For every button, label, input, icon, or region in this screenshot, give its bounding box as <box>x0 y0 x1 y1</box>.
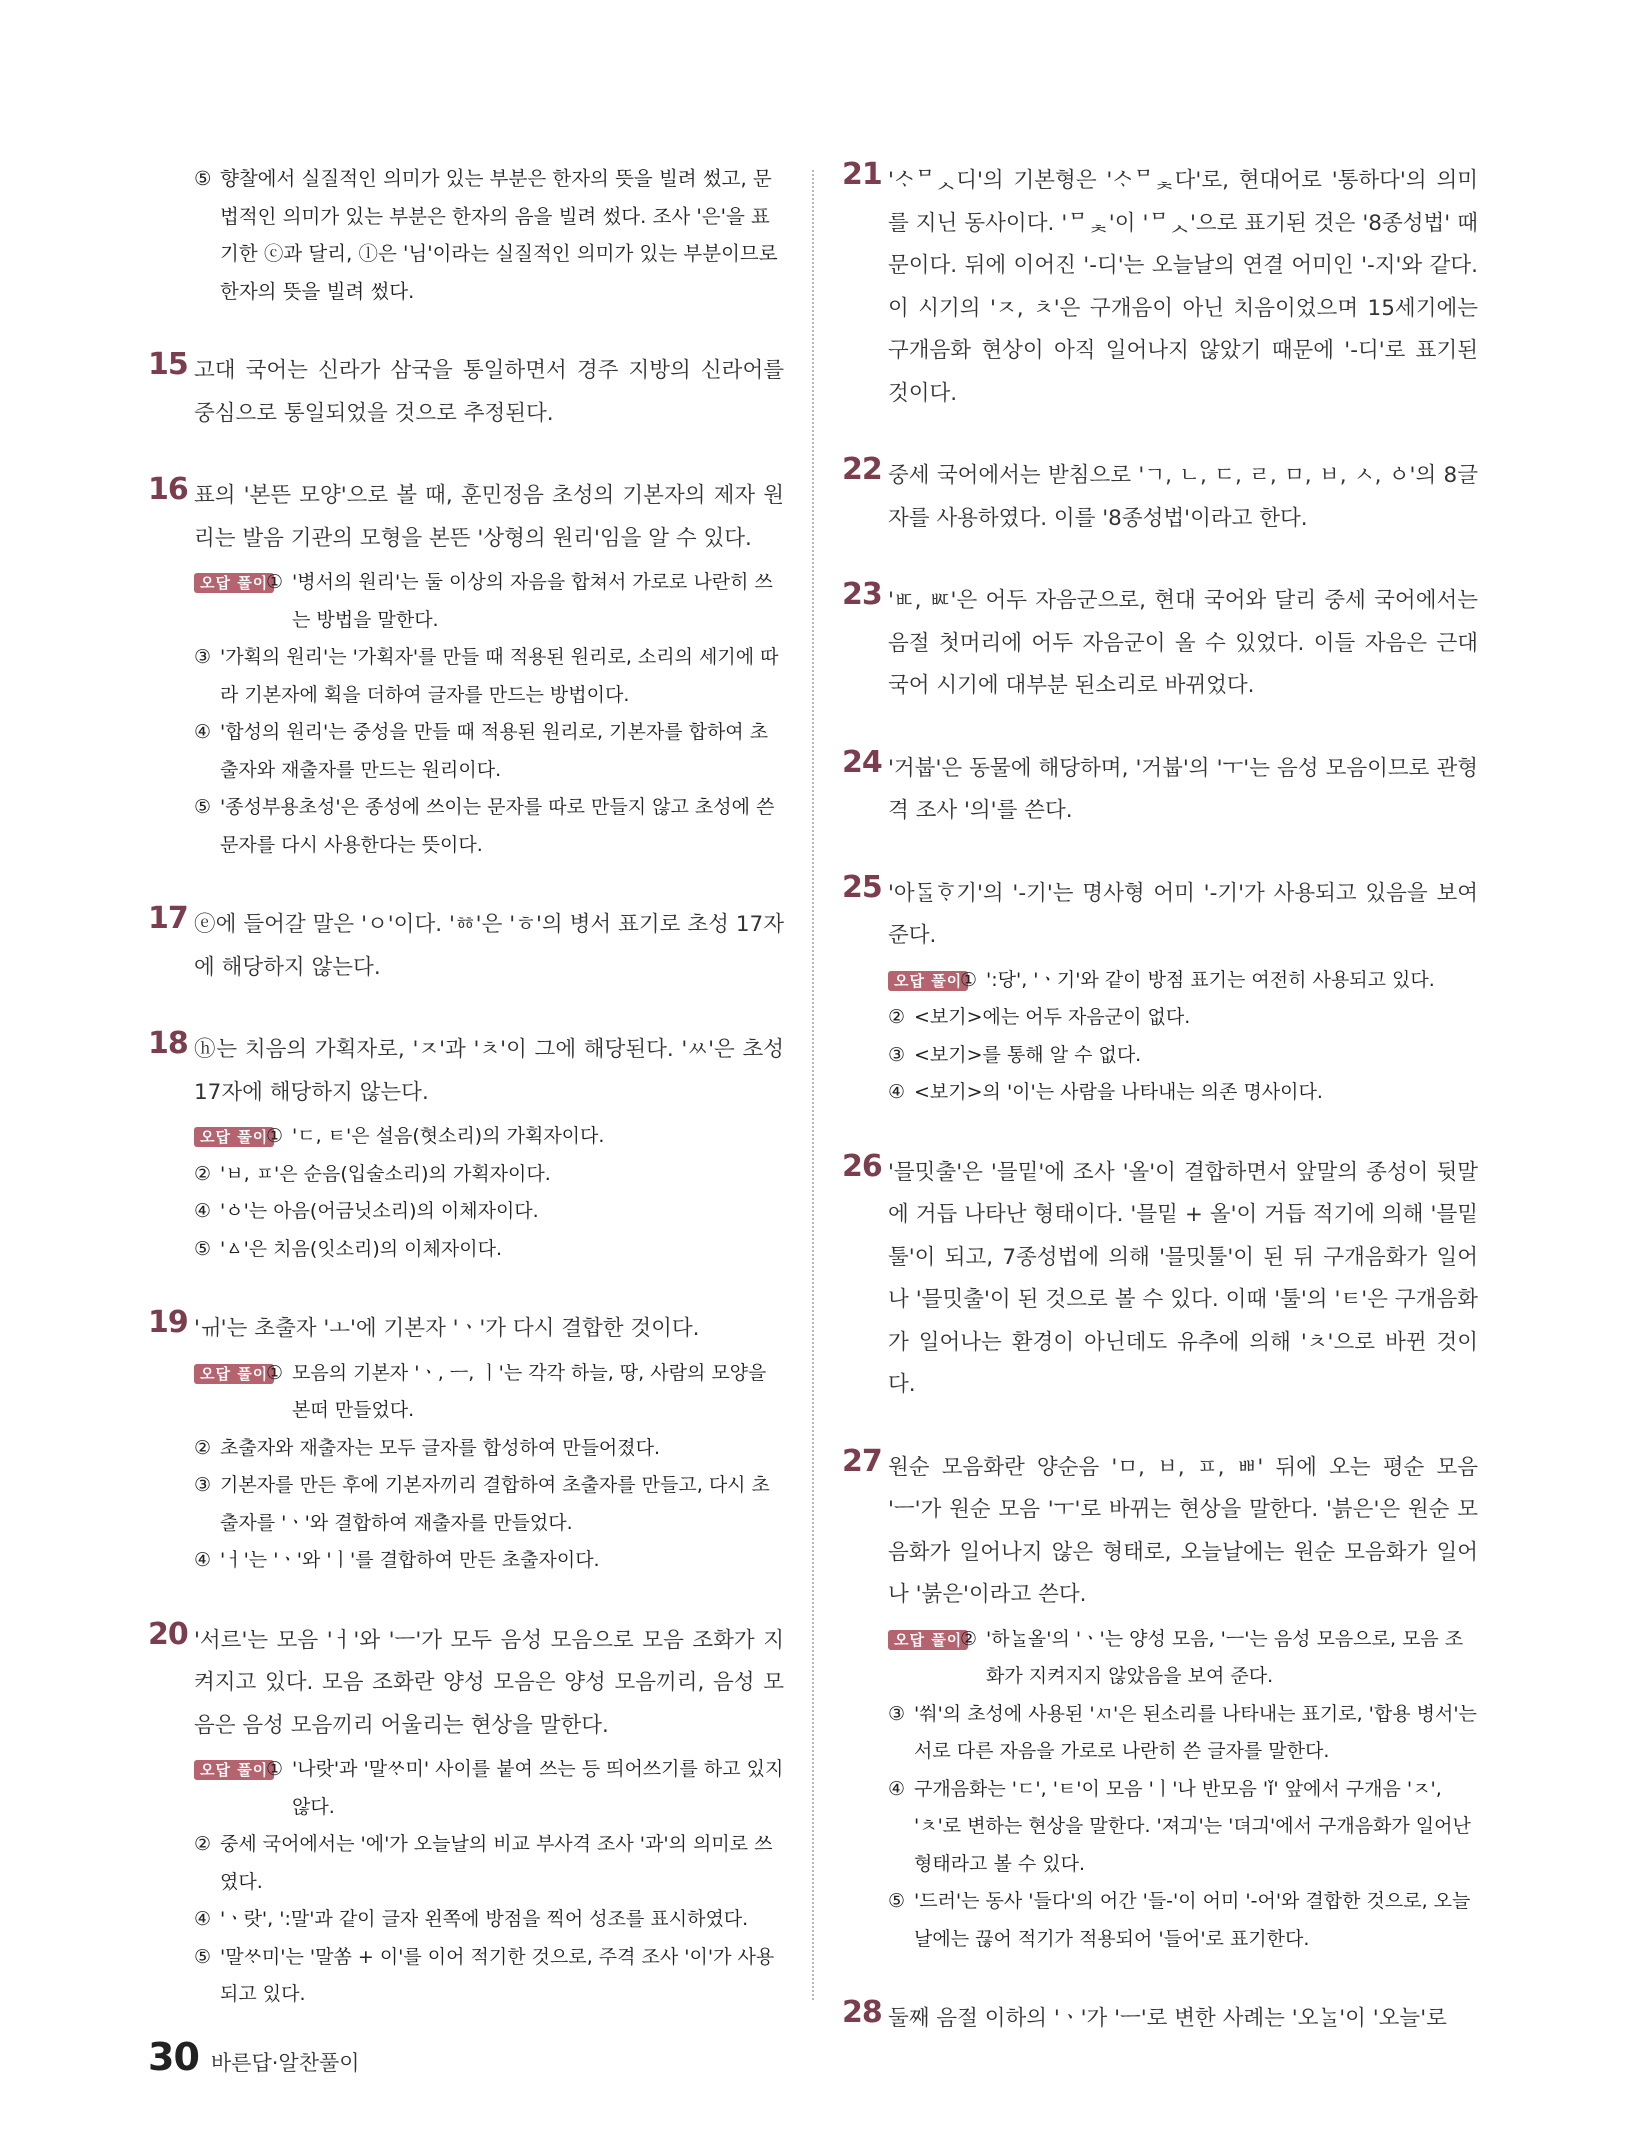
question-number: 23 <box>842 577 882 612</box>
note-item <box>888 1037 1478 1075</box>
note-item <box>194 1355 784 1430</box>
answer-text: 중세 국어에서는 받침으로 'ㄱ, ㄴ, ㄷ, ㄹ, ㅁ, ㅂ, ㅅ, ㆁ'의 8글자를 사용하였다. 이를 '8종성법'이라고 한다. <box>888 463 1478 531</box>
question-number: 25 <box>842 869 882 905</box>
note-mark: ⑤ <box>194 1945 212 1968</box>
note-item <box>194 1156 784 1194</box>
note-mark: ④ <box>194 1908 212 1930</box>
note-mark: ⑤ <box>194 167 212 190</box>
note-text: '가획의 원리'는 '가획자'를 만들 때 적용된 원리로, 소리의 세기에 따라 기본자에 획을 더하여 글자를 만드는 방법이다. <box>220 646 779 706</box>
note-item <box>194 1231 784 1269</box>
wrong-answer-notes <box>194 564 784 864</box>
note-mark: ② <box>194 1162 212 1185</box>
wrong-answer-badge: 오답 풀이 <box>888 971 968 991</box>
note-text: ':당', 'ㆍ기'와 같이 방점 표기는 여전히 사용되고 있다. <box>986 968 1435 991</box>
note-text: '병서의 원리'는 둘 이상의 자음을 합쳐서 가로로 나란히 쓰는 방법을 말한다. <box>292 571 773 631</box>
question-number: 15 <box>148 347 188 382</box>
question-number: 16 <box>148 472 188 507</box>
note-item <box>888 1074 1478 1112</box>
note-text: 'ㅓ'는 'ㆍ'와 'ㅣ'를 결합하여 만든 초출자이다. <box>220 1549 600 1571</box>
note-item <box>194 1751 784 1826</box>
question-number: 27 <box>842 1443 882 1479</box>
note-text: 'ㆁ'는 아음(어금닛소리)의 이체자이다. <box>220 1200 539 1222</box>
answer-text: 'ㅳ, ㅵ'은 어두 자음군으로, 현대 국어와 달리 중세 국어에서는 음절 첫머리에 어두 자음군이 올 수 있었다. 이들 자음은 근대 국어 시기에 대부분 된소리로 바뀌었다. <box>888 588 1478 698</box>
answer-text: '거붑'은 동물에 해당하며, '거붑'의 'ㅜ'는 음성 모음이므로 관형격 조사 '의'를 쓴다. <box>888 755 1478 823</box>
answer-entry <box>842 744 1478 833</box>
page-footer <box>148 2035 360 2079</box>
note-text: <보기>에는 어두 자음군이 없다. <box>914 1006 1191 1028</box>
note-text: 'ㄷ, ㅌ'은 설음(혓소리)의 가획자이다. <box>292 1125 605 1147</box>
note-item <box>888 1621 1478 1696</box>
answer-entry <box>148 901 784 989</box>
left-column <box>148 160 784 2054</box>
wrong-answer-notes <box>194 1751 784 2014</box>
answer-text: '믈밋출'은 '믈밑'에 조사 '올'이 결합하면서 앞말의 종성이 뒷말에 거듭 나타난 형태이다. '믈밑 + 올'이 거듭 적기에 의해 '믈밑툴'이 되고, 7종성법에 의해 '믈밋툴'이 된 뒤 구개음화가 일어나 '믈밋출'이 된 것으로 볼 수 있다. 이때 '툴'의 'ㅌ'은 구개음화가 일어나는 환경이 아닌데도 유추에 의해 'ㅊ'으로 바뀐 것이다. <box>888 1159 1478 1397</box>
note-mark: ① <box>266 1361 284 1384</box>
left-entries <box>148 347 784 2014</box>
note-mark: ① <box>266 1758 284 1780</box>
answer-text: 원순 모음화란 양순음 'ㅁ, ㅂ, ㅍ, ㅃ' 뒤에 오는 평순 모음 'ㅡ'가 원순 모음 'ㅜ'로 바뀌는 현상을 말한다. '븕은'은 원순 모음화가 일어나지 않은 형태로, 오늘날에는 원순 모음화가 일어나 '붉은'이라고 쓴다. <box>888 1454 1478 1607</box>
answer-text: ⓗ는 치음의 가획자로, 'ㅈ'과 'ㅊ'이 그에 해당된다. 'ㅆ'은 초성 17자에 해당하지 않는다. <box>194 1037 784 1105</box>
note-text: '드러'는 동사 '들다'의 어간 '들-'이 어미 '-어'와 결합한 것으로, 오늘날에는 끊어 적기가 적용되어 '들어'로 표기한다. <box>914 1890 1471 1950</box>
note-mark: ② <box>194 1833 212 1855</box>
note-item <box>194 639 784 714</box>
note-text: <보기>의 '이'는 사람을 나타내는 의존 명사이다. <box>914 1081 1323 1103</box>
note-item <box>194 1542 784 1580</box>
note-mark: ② <box>888 1006 906 1028</box>
question-number: 19 <box>148 1305 188 1340</box>
note-item <box>888 1883 1478 1958</box>
note-mark: ③ <box>888 1702 906 1725</box>
note-item <box>888 1771 1478 1884</box>
note-mark: ② <box>194 1436 212 1459</box>
continued-note <box>148 160 784 310</box>
note-item <box>194 1826 784 1901</box>
note-mark: ④ <box>888 1777 906 1800</box>
answer-text: 'ㆌ'는 초출자 'ㅗ'에 기본자 'ㆍ'가 다시 결합한 것이다. <box>194 1316 700 1341</box>
note-mark: ④ <box>194 1549 212 1571</box>
answer-entry <box>842 869 1478 1112</box>
note-text: 'ㅿ'은 치음(잇소리)의 이체자이다. <box>220 1237 502 1260</box>
note-item <box>194 1901 784 1939</box>
footer-title: 바른답·알찬풀이 <box>210 2051 360 2075</box>
note-item <box>194 160 784 310</box>
note-item <box>194 1467 784 1542</box>
note-item <box>194 1939 784 2014</box>
wrong-answer-notes <box>194 1355 784 1580</box>
question-number: 20 <box>148 1616 188 1652</box>
note-mark: ③ <box>194 1474 212 1496</box>
note-mark: ② <box>960 1627 978 1650</box>
wrong-answer-badge: 오답 풀이 <box>194 1364 274 1384</box>
answer-entry <box>148 472 784 864</box>
answer-entry <box>842 1995 1478 2041</box>
note-mark: ⑤ <box>194 796 212 818</box>
note-item <box>194 714 784 789</box>
note-mark: ③ <box>194 646 212 668</box>
question-number: 17 <box>148 901 188 936</box>
note-mark: ⑤ <box>194 1237 212 1260</box>
note-text: '쒀'의 초성에 사용된 'ㅺ'은 된소리를 나타내는 표기로, '합용 병서'는 서로 다른 자음을 가로로 나란히 쓴 글자를 말한다. <box>914 1702 1477 1762</box>
answer-entry <box>842 577 1478 708</box>
answer-entry <box>148 1026 784 1268</box>
answer-text: 표의 '본뜬 모양'으로 볼 때, 훈민정음 초성의 기본자의 제자 원리는 발음 기관의 모형을 본뜬 '상형의 원리'임을 알 수 있다. <box>194 483 784 551</box>
note-mark: ④ <box>194 721 212 743</box>
answer-text: 'ᄉᆞᄆᆺ디'의 기본형은 'ᄉᆞᄆᆾ다'로, 현대어로 '통하다'의 의미를 지닌 동사이다. 'ᄆᆾ'이 'ᄆᆺ'으로 표기된 것은 '8종성법' 때문이다. 뒤에 이어진 '-디'는 오늘날의 연결 어미인 '-지'와 같다. 이 시기의 'ㅈ, ㅊ'은 구개음이 아닌 치음이었으며 15세기에는 구개음화 현상이 아직 일어나지 않았기 때문에 '-디'로 표기된 것이다. <box>888 168 1478 406</box>
question-number: 26 <box>842 1148 882 1184</box>
question-number: 21 <box>842 157 882 192</box>
note-text: 'ㆍ랏', ':말'과 같이 글자 왼쪽에 방점을 찍어 성조를 표시하였다. <box>220 1908 749 1930</box>
wrong-answer-notes <box>888 1621 1478 1959</box>
answer-entry <box>148 347 784 435</box>
note-text: '종성부용초성'은 종성에 쓰이는 문자를 따로 만들지 않고 초성에 쓴 문자를 다시 사용한다는 뜻이다. <box>220 796 775 856</box>
wrong-answer-badge: 오답 풀이 <box>194 1760 274 1780</box>
wrong-answer-badge: 오답 풀이 <box>194 1127 274 1147</box>
question-number: 18 <box>148 1026 188 1061</box>
note-mark: ④ <box>194 1200 212 1222</box>
answer-entry <box>842 1148 1478 1407</box>
answer-entry <box>148 1616 784 2014</box>
note-text: 'ㅂ, ㅍ'은 순음(입술소리)의 가획자이다. <box>220 1162 551 1185</box>
note-item <box>888 962 1478 1000</box>
answer-text: '아ᄃᆞᆯᄒᆞ기'의 '-기'는 명사형 어미 '-기'가 사용되고 있음을 보여 준다. <box>888 880 1478 948</box>
note-text: 구개음화는 'ㄷ', 'ㅌ'이 모음 'ㅣ'나 반모음 'ǐ' 앞에서 구개음 'ㅈ', 'ㅊ'로 변하는 현상을 말한다. '져긔'는 '뎌긔'에서 구개음화가 일어난 형태라고 볼 수 있다. <box>914 1777 1471 1875</box>
note-item <box>194 564 784 639</box>
wrong-answer-notes <box>194 1118 784 1268</box>
answer-entry <box>842 452 1478 540</box>
column-divider <box>812 170 814 2000</box>
note-text: '나랏'과 '말ᄊᆞ미' 사이를 붙여 쓰는 등 띄어쓰기를 하고 있지 않다. <box>292 1758 784 1818</box>
answer-text: 둘째 음절 이하의 'ㆍ'가 'ㅡ'로 변한 사례는 '오ᄂᆞᆯ'이 '오늘'로 <box>888 2006 1447 2031</box>
note-item <box>888 1696 1478 1771</box>
answer-text: ⓔ에 들어갈 말은 'ㅇ'이다. 'ㆅ'은 'ㅎ'의 병서 표기로 초성 17자에 해당하지 않는다. <box>194 912 784 980</box>
note-mark: ⑤ <box>888 1890 906 1912</box>
wrong-answer-badge: 오답 풀이 <box>888 1630 968 1650</box>
note-item <box>888 999 1478 1037</box>
note-text: '합성의 원리'는 중성을 만들 때 적용된 원리로, 기본자를 합하여 초출자와 재출자를 만드는 원리이다. <box>220 721 769 781</box>
note-mark: ① <box>266 571 284 593</box>
note-mark: ① <box>960 968 978 991</box>
answer-entry <box>842 157 1478 415</box>
note-mark: ④ <box>888 1081 906 1103</box>
wrong-answer-notes <box>888 962 1478 1112</box>
note-text: 향찰에서 실질적인 의미가 있는 부분은 한자의 뜻을 빌려 썼고, 문법적인 의미가 있는 부분은 한자의 음을 빌려 썼다. 조사 '은'을 표기한 ⓒ과 달리, ⓛ은 '님'이라는 실질적인 의미가 있는 부분이므로 한자의 뜻을 빌려 썼다. <box>220 167 778 303</box>
note-item <box>194 789 784 864</box>
right-entries <box>842 157 1478 2041</box>
page-number: 30 <box>148 2035 199 2079</box>
answer-entry <box>842 1443 1478 1959</box>
note-mark: ① <box>266 1125 284 1147</box>
note-text: 중세 국어에서는 '에'가 오늘날의 비교 부사격 조사 '과'의 의미로 쓰였다. <box>220 1833 773 1893</box>
question-number: 22 <box>842 452 882 487</box>
right-column <box>842 157 1478 2081</box>
note-text: 초출자와 재출자는 모두 글자를 합성하여 만들어졌다. <box>220 1436 661 1459</box>
note-item <box>194 1118 784 1156</box>
question-number: 28 <box>842 1995 882 2030</box>
note-text: <보기>를 통해 알 수 없다. <box>914 1043 1142 1066</box>
note-item <box>194 1430 784 1468</box>
note-mark: ③ <box>888 1043 906 1066</box>
note-text: 기본자를 만든 후에 기본자끼리 결합하여 초출자를 만들고, 다시 초출자를 'ㆍ'와 결합하여 재출자를 만들었다. <box>220 1474 770 1534</box>
note-text: '말ᄊᆞ미'는 '말쏨 + 이'를 이어 적기한 것으로, 주격 조사 '이'가 사용되고 있다. <box>220 1945 775 2005</box>
note-text: 모음의 기본자 'ㆍ, ㅡ, ㅣ'는 각각 하늘, 땅, 사람의 모양을 본떠 만들었다. <box>292 1361 767 1421</box>
answer-text: '서르'는 모음 'ㅓ'와 'ㅡ'가 모두 음성 모음으로 모음 조화가 지켜지고 있다. 모음 조화란 양성 모음은 양성 모음끼리, 음성 모음은 음성 모음끼리 어울리는 현상을 말한다. <box>194 1627 784 1738</box>
note-text: '하ᄂᆞᆯ올'의 'ㆍ'는 양성 모음, 'ㅡ'는 음성 모음으로, 모음 조화가 지켜지지 않았음을 보여 준다. <box>986 1627 1464 1687</box>
answer-text: 고대 국어는 신라가 삼국을 통일하면서 경주 지방의 신라어를 중심으로 통일되었을 것으로 추정된다. <box>194 358 784 426</box>
answer-entry <box>148 1305 784 1580</box>
note-item <box>194 1193 784 1231</box>
wrong-answer-badge: 오답 풀이 <box>194 573 274 593</box>
question-number: 24 <box>842 744 882 780</box>
